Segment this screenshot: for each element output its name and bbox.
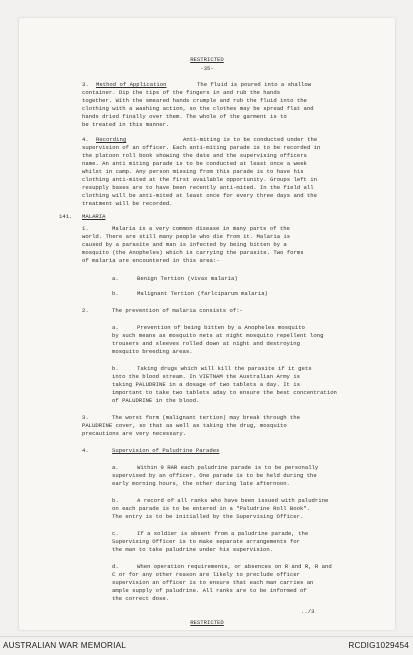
classification-header: RESTRICTED: [190, 56, 224, 63]
text-line: Supervising Officer is to make separate arrangements for: [112, 538, 300, 545]
text-line: the man to take paludrine under his supervision.: [112, 546, 274, 553]
text-line: supervised by an officer. One parade is to be held during the: [112, 472, 317, 479]
text-line: be treated in this manner.: [82, 121, 170, 128]
list-letter: a.: [112, 324, 119, 331]
text-line: world. There are still many people who die from it. Malaria is: [82, 233, 291, 240]
text-line: into the blood stream. In VIETNAM the Australian Army is: [112, 373, 300, 380]
item-number: 1.: [82, 225, 89, 232]
text-line: If a soldier is absent from a paludrine parade, the: [137, 530, 309, 537]
text-line: The fluid is poured into a shallow: [197, 81, 312, 88]
text-line: by such means as mosquito nets at night mosquito repellent long: [112, 332, 324, 339]
text-line: precautions are very necessary.: [82, 430, 187, 437]
text-line: Anti-miting is to be conducted under the: [183, 136, 318, 143]
text-line: The prevention of malaria consists of:-: [112, 307, 243, 314]
text-line: Malaria is a very common disease in many parts of the: [112, 225, 290, 232]
text-line: The entry is to be initialled by the Supervising Officer.: [112, 513, 304, 520]
subsection-heading: Supervision of Paludrine Parades: [112, 447, 220, 454]
list-letter: b.: [112, 290, 119, 297]
text-line: whilst in camp. Any person missing from this parade is to have his: [82, 168, 304, 175]
item-number: 2.: [82, 307, 89, 314]
text-line: A record of all ranks who have been issued with paludrine: [137, 497, 329, 504]
text-line: C or for any other reason are likely to preclude officer: [112, 571, 300, 578]
text-line: supervision of an officer. Each anti-miting parade is to be recorded in: [82, 144, 321, 151]
text-line: the correct dose.: [112, 595, 170, 602]
section-heading: Recording: [96, 136, 127, 143]
list-letter: b.: [112, 365, 119, 372]
text-line: ample supply of paludrine. All ranks are to be informed of: [112, 587, 307, 594]
document-page: [19, 18, 395, 630]
text-line: Within 9 RAR each paludrine parade is to be personally: [137, 464, 319, 471]
text-line: on each parade is to be entered in a "Paludrine Roll Book".: [112, 505, 311, 512]
text-line: taking PALUDRINE in a dosage of two tablets a day. It is: [112, 381, 300, 388]
text-line: trousers and sleeves rolled down at night and destroying: [112, 340, 300, 347]
section-heading: Method of Application: [96, 81, 167, 88]
text-line: treatment will be recorded.: [82, 200, 173, 207]
text-line: When operation requirements, or absences on R and R, R and: [137, 563, 332, 570]
text-line: container. Dip the tips of the fingers in and rub the hands: [82, 89, 281, 96]
text-line: The worst form (malignant tertion) may break through the: [112, 414, 300, 421]
text-line: clothing will be anti-mited at least once for every three days and the: [82, 192, 317, 199]
page-number: -35-: [200, 65, 214, 72]
text-line: clothing anti-mited at the first available opportunity. Groups left in: [82, 176, 317, 183]
text-line: clothing with a washing action, so the clothes may be spread flat and: [82, 105, 314, 112]
text-line: the platoon roll book showing the date and the supervising officers: [82, 152, 307, 159]
text-line: caused by a parasite and man is infected by being bitten by a: [82, 241, 287, 248]
list-item-text: Benign Tertion (vivax malaria): [137, 275, 238, 282]
text-line: important to take two tablets aday to ensure the best concentration: [112, 389, 337, 396]
classification-footer: RESTRICTED: [190, 619, 224, 626]
item-number: 3.: [82, 414, 89, 421]
text-line: supervision an officer is to ensure that each man carries an: [112, 579, 314, 586]
list-letter: b.: [112, 497, 119, 504]
continuation-marker: ../3: [301, 608, 315, 615]
paragraph-number: 141.: [59, 213, 73, 220]
text-line: resupply bases are to have been recently anti-mited. In the field all: [82, 184, 314, 191]
text-line: hands dried finally over them. The whole of the garment is to: [82, 113, 287, 120]
text-line: mosquito breeding areas.: [112, 348, 193, 355]
text-line: name. An anti miting parade is to be conducted at least once a week: [82, 160, 307, 167]
text-line: Taking drugs which will kill the parasite if it gets: [137, 365, 312, 372]
archive-footer: [0, 636, 413, 655]
list-letter: c.: [112, 530, 119, 537]
list-letter: d.: [112, 563, 119, 570]
section-number: 4.: [82, 136, 89, 143]
text-line: early morning hours, the other during late afternoon.: [112, 480, 290, 487]
archive-reference: RCDIG1029454: [348, 641, 409, 650]
list-letter: a.: [112, 464, 119, 471]
text-line: of PALUDRINE in the blood.: [112, 397, 200, 404]
list-letter: a.: [112, 275, 119, 282]
section-heading-malaria: MALARIA: [82, 213, 106, 220]
text-line: of malaria are encountered in this area:-: [82, 257, 220, 264]
text-line: Prevention of being bitten by a Anopheles mosquito: [137, 324, 305, 331]
text-line: mosquito (the Anopheles) which is carrying the parasite. Two forms: [82, 249, 304, 256]
text-line: together. With the smeared hands crumple and rub the fluid into the: [82, 97, 307, 104]
section-number: 3.: [82, 81, 89, 88]
archive-name: AUSTRALIAN WAR MEMORIAL: [3, 641, 127, 650]
item-number: 4.: [82, 447, 89, 454]
list-item-text: Malignant Tertion (farlciparum malaria): [137, 290, 268, 297]
text-line: PALUDRINE cover, so that as well as taking the drug, mosquito: [82, 422, 287, 429]
